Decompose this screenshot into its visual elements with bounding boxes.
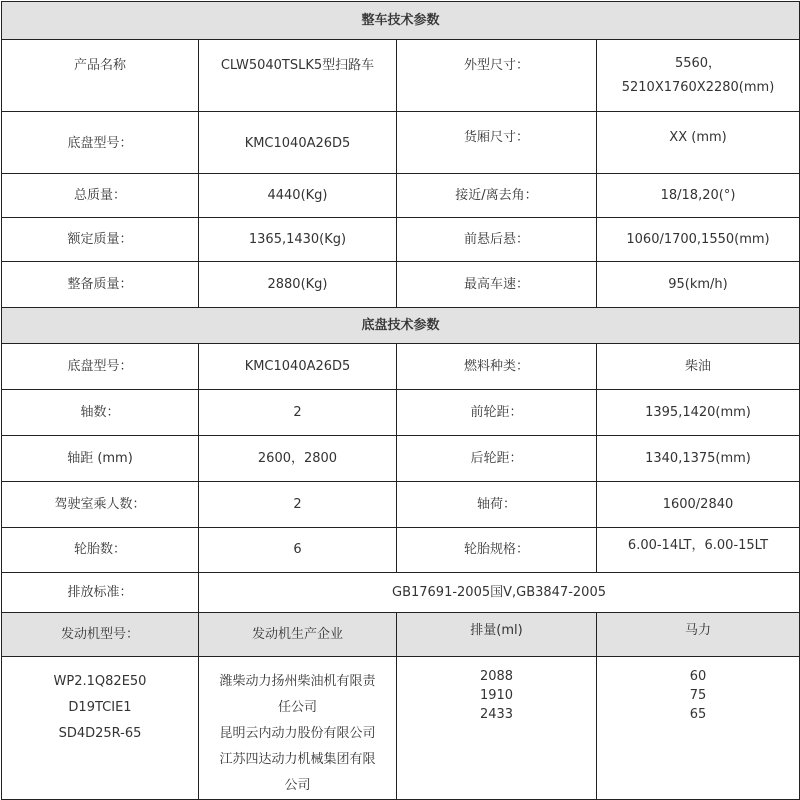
spec-row	[2, 390, 800, 436]
spec-value: 2	[199, 482, 397, 528]
spec-label: 接近/离去角：	[397, 174, 597, 218]
spec-value: 1340,1375(mm)	[597, 436, 800, 482]
spec-label: 产品名称	[2, 40, 199, 112]
power-value: 60	[689, 669, 707, 684]
displacement-value: 2088	[479, 669, 514, 684]
spec-value: KMC1040A26D5	[199, 344, 397, 390]
spec-value: 2880(Kg)	[199, 262, 397, 308]
spec-row	[2, 528, 800, 573]
spec-label: 轴距 (mm)	[2, 436, 199, 482]
spec-row	[2, 112, 800, 174]
spec-label: 前悬后悬：	[397, 218, 597, 262]
spec-value: 2	[199, 390, 397, 436]
spec-table	[1, 1, 800, 800]
spec-label: 整备质量：	[2, 262, 199, 308]
spec-row	[2, 262, 800, 308]
engine-maker: 江苏四达动力机械集团有限公司	[219, 752, 376, 793]
spec-label: 底盘型号：	[2, 344, 199, 390]
spec-value: 95(km/h)	[597, 262, 800, 308]
engine-header-row	[2, 613, 800, 657]
power-value: 65	[689, 707, 707, 722]
spec-row	[2, 482, 800, 528]
chassis-section-header	[2, 308, 800, 344]
spec-value: 6.00-14LT，6.00-15LT	[597, 528, 800, 573]
spec-value: KMC1040A26D5	[199, 112, 397, 174]
spec-label: 前轮距：	[397, 390, 597, 436]
spec-label: 轮胎数：	[2, 528, 199, 573]
displacement-value: 1910	[479, 688, 514, 703]
chassis-section-title: 底盘技术参数	[2, 308, 800, 344]
spec-value: 1060/1700,1550(mm)	[597, 218, 800, 262]
spec-label: 轮胎规格：	[397, 528, 597, 573]
displacement-value: 2433	[479, 707, 514, 722]
spec-value: 6	[199, 528, 397, 573]
emission-row	[2, 573, 800, 613]
spec-value: 柴油	[597, 344, 800, 390]
engine-data-row	[2, 657, 800, 800]
spec-label: 后轮距：	[397, 436, 597, 482]
power-value: 75	[689, 688, 707, 703]
spec-label: 驾驶室乘人数：	[2, 482, 199, 528]
power-cell	[597, 657, 800, 800]
spec-value: 2600，2800	[199, 436, 397, 482]
engine-maker-cell	[199, 657, 397, 800]
emission-value: GB17691-2005国Ⅴ,GB3847-2005	[199, 573, 800, 613]
spec-value: 18/18,20(°)	[597, 174, 800, 218]
spec-value: 5560，5210X1760X2280(mm)	[597, 40, 800, 112]
spec-value: 1395,1420(mm)	[597, 390, 800, 436]
vehicle-section-title: 整车技术参数	[2, 2, 800, 40]
spec-row	[2, 436, 800, 482]
spec-value: 4440(Kg)	[199, 174, 397, 218]
spec-value: CLW5040TSLK5型扫路车	[199, 40, 397, 112]
spec-value: XX (mm)	[597, 112, 800, 174]
spec-label: 轴数：	[2, 390, 199, 436]
spec-label: 货厢尺寸：	[397, 112, 597, 174]
engine-model: SD4D25R-65	[58, 726, 142, 741]
vehicle-section-header	[2, 2, 800, 40]
engine-maker: 昆明云内动力股份有限公司	[219, 726, 376, 741]
spec-label: 额定质量：	[2, 218, 199, 262]
spec-row	[2, 344, 800, 390]
engine-model-cell	[2, 657, 199, 800]
spec-row	[2, 174, 800, 218]
engine-model: WP2.1Q82E50	[53, 674, 147, 689]
spec-label: 总质量：	[2, 174, 199, 218]
displacement-cell	[397, 657, 597, 800]
emission-label: 排放标准：	[2, 573, 199, 613]
power-header: 马力	[597, 613, 800, 657]
spec-label: 底盘型号：	[2, 112, 199, 174]
spec-label: 轴荷：	[397, 482, 597, 528]
engine-maker-header: 发动机生产企业	[199, 613, 397, 657]
spec-value: 1365,1430(Kg)	[199, 218, 397, 262]
spec-row	[2, 218, 800, 262]
engine-maker: 潍柴动力扬州柴油机有限责任公司	[219, 674, 376, 715]
spec-label: 燃料种类：	[397, 344, 597, 390]
spec-row	[2, 40, 800, 112]
spec-label: 外型尺寸：	[397, 40, 597, 112]
engine-model-header: 发动机型号：	[2, 613, 199, 657]
engine-model: D19TCIE1	[68, 700, 132, 715]
displacement-header: 排量(ml)	[397, 613, 597, 657]
spec-value: 1600/2840	[597, 482, 800, 528]
spec-label: 最高车速：	[397, 262, 597, 308]
